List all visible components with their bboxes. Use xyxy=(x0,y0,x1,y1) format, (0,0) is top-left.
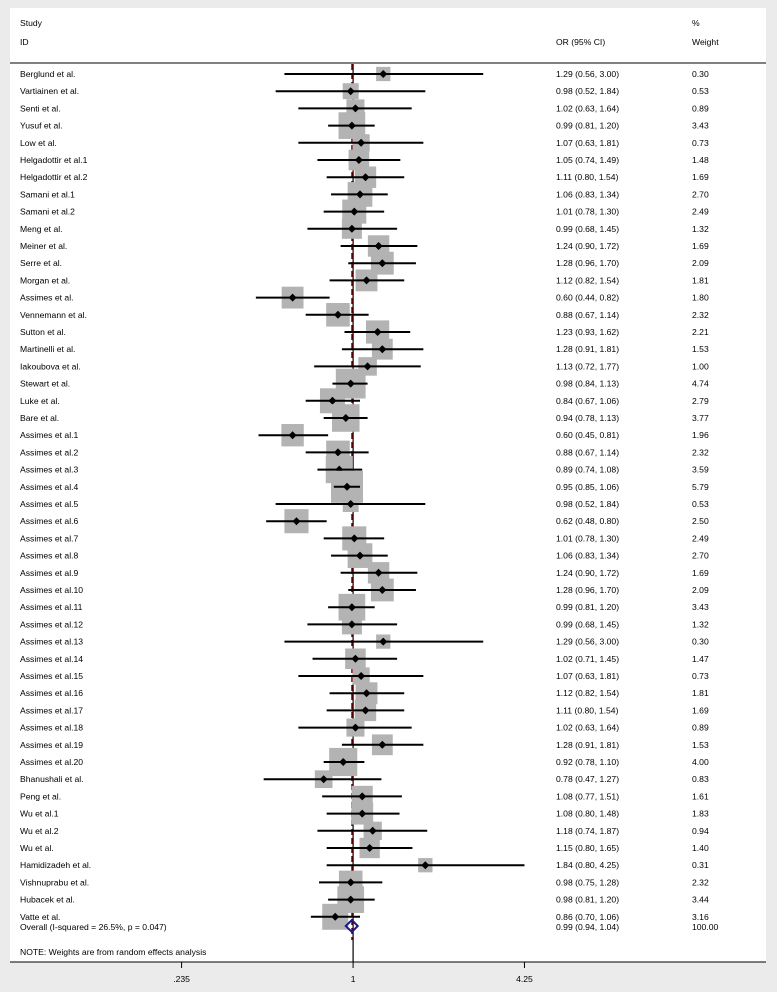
study-ci: 1.02 (0.63, 1.64) xyxy=(556,103,620,114)
study-label: Meiner et al. xyxy=(20,241,68,251)
study-weight: 1.81 xyxy=(692,688,709,699)
study-ci: 1.08 (0.77, 1.51) xyxy=(556,791,620,802)
study-ci: 1.28 (0.91, 1.81) xyxy=(556,739,620,750)
study-ci: 1.12 (0.82, 1.54) xyxy=(556,275,620,286)
study-weight: 3.16 xyxy=(692,911,709,922)
study-label: Assimes et al.19 xyxy=(20,739,84,750)
study-label: Assimes et al.14 xyxy=(20,653,84,664)
study-label: Martinelli et al. xyxy=(20,344,76,355)
study-ci: 0.92 (0.78, 1.10) xyxy=(556,757,620,767)
study-ci: 0.99 (0.68, 1.45) xyxy=(556,223,620,234)
study-weight: 1.96 xyxy=(692,430,709,441)
study-label: Samani et al.2 xyxy=(20,206,75,217)
header-weight: Weight xyxy=(692,37,719,47)
x-tick-label: .235 xyxy=(173,974,190,984)
study-ci: 1.28 (0.96, 1.70) xyxy=(556,585,620,595)
study-ci: 1.06 (0.83, 1.34) xyxy=(556,550,620,561)
study-weight: 3.77 xyxy=(692,413,709,423)
study-label: Hubacek et al. xyxy=(20,894,75,905)
study-label: Assimes et al.16 xyxy=(20,688,84,699)
study-label: Wu et al.2 xyxy=(20,825,59,836)
study-label: Assimes et al.13 xyxy=(20,636,84,647)
study-weight: 0.83 xyxy=(692,774,709,785)
study-label: Assimes et al.8 xyxy=(20,550,79,561)
study-label: Assimes et al.3 xyxy=(20,464,79,475)
study-ci: 1.02 (0.63, 1.64) xyxy=(556,722,620,733)
study-label: Vartiainen et al. xyxy=(20,86,80,97)
study-label: Iakoubova et al. xyxy=(20,361,81,372)
study-ci: 0.84 (0.67, 1.06) xyxy=(556,395,620,406)
study-ci: 0.99 (0.81, 1.20) xyxy=(556,120,620,131)
weights-note: NOTE: Weights are from random effects analysis xyxy=(20,947,207,957)
study-label: Assimes et al.20 xyxy=(20,757,84,767)
study-weight: 0.53 xyxy=(692,499,709,509)
study-label: Low et al. xyxy=(20,137,57,148)
study-ci: 1.06 (0.83, 1.34) xyxy=(556,189,620,200)
study-ci: 0.98 (0.84, 1.13) xyxy=(556,378,620,389)
study-weight: 3.59 xyxy=(692,464,709,475)
study-weight: 2.32 xyxy=(692,309,709,320)
x-tick-label: 4.25 xyxy=(516,974,533,984)
study-weight: 1.80 xyxy=(692,292,709,303)
study-ci: 0.86 (0.70, 1.06) xyxy=(556,911,620,922)
study-label: Helgadottir et al.2 xyxy=(20,172,88,183)
study-weight: 1.00 xyxy=(692,361,709,372)
study-weight: 4.00 xyxy=(692,757,709,767)
study-label: Hamidizadeh et al. xyxy=(20,860,92,871)
study-weight: 0.94 xyxy=(692,825,709,836)
study-weight: 1.48 xyxy=(692,155,709,165)
study-label: Peng et al. xyxy=(20,791,62,802)
study-label: Helgadottir et al.1 xyxy=(20,155,88,165)
study-ci: 1.18 (0.74, 1.87) xyxy=(556,825,620,836)
study-ci: 0.98 (0.52, 1.84) xyxy=(556,86,620,97)
study-weight: 2.09 xyxy=(692,258,709,269)
study-ci: 0.88 (0.67, 1.14) xyxy=(556,447,620,458)
x-tick-label: 1 xyxy=(350,974,356,984)
study-label: Assimes et al.4 xyxy=(20,481,79,492)
study-label: Stewart et al. xyxy=(20,378,71,389)
study-weight: 0.89 xyxy=(692,722,709,733)
study-ci: 0.99 (0.68, 1.45) xyxy=(556,619,620,630)
study-label: Vishnuprabu et al. xyxy=(20,877,90,888)
study-ci: 0.60 (0.45, 0.81) xyxy=(556,430,620,441)
study-label: Vatte et al. xyxy=(20,911,61,922)
study-label: Vennemann et al. xyxy=(20,309,87,320)
study-label: Samani et al.1 xyxy=(20,189,75,200)
overall-label: Overall (I-squared = 26.5%, p = 0.047) xyxy=(20,922,167,932)
study-ci: 0.98 (0.75, 1.28) xyxy=(556,877,620,888)
study-label: Bhanushali et al. xyxy=(20,774,84,785)
study-weight: 0.73 xyxy=(692,137,709,148)
study-label: Sutton et al. xyxy=(20,327,66,337)
study-weight: 3.44 xyxy=(692,894,709,905)
study-ci: 0.94 (0.78, 1.13) xyxy=(556,413,620,423)
study-ci: 1.28 (0.96, 1.70) xyxy=(556,258,620,269)
study-weight: 1.53 xyxy=(692,344,709,355)
study-ci: 0.99 (0.81, 1.20) xyxy=(556,602,620,613)
study-label: Wu et al. xyxy=(20,843,54,853)
study-ci: 1.23 (0.93, 1.62) xyxy=(556,327,620,337)
study-label: Assimes et al.5 xyxy=(20,499,79,509)
study-label: Serre et al. xyxy=(20,258,63,269)
study-label: Assimes et al.18 xyxy=(20,722,84,733)
study-ci: 0.95 (0.85, 1.06) xyxy=(556,481,620,492)
study-ci: 1.01 (0.78, 1.30) xyxy=(556,206,620,217)
study-label: Assimes et al. xyxy=(20,292,74,303)
study-weight: 1.69 xyxy=(692,705,709,716)
study-weight: 0.89 xyxy=(692,103,709,114)
study-weight: 1.47 xyxy=(692,653,709,664)
study-label: Assimes et al.10 xyxy=(20,585,84,595)
study-ci: 1.29 (0.56, 3.00) xyxy=(556,69,620,79)
study-ci: 1.08 (0.80, 1.48) xyxy=(556,808,620,819)
study-label: Assimes et al.6 xyxy=(20,516,79,527)
study-label: Berglund et al. xyxy=(20,69,76,79)
study-ci: 1.05 (0.74, 1.49) xyxy=(556,155,620,165)
study-ci: 1.24 (0.90, 1.72) xyxy=(556,241,620,251)
study-ci: 1.02 (0.71, 1.45) xyxy=(556,653,620,664)
study-weight: 1.69 xyxy=(692,241,709,251)
study-weight: 2.32 xyxy=(692,447,709,458)
study-weight: 2.70 xyxy=(692,550,709,561)
study-weight: 1.81 xyxy=(692,275,709,286)
study-weight: 5.79 xyxy=(692,481,709,492)
study-ci: 1.84 (0.80, 4.25) xyxy=(556,860,620,871)
header-study: Study xyxy=(20,18,42,28)
study-weight: 2.49 xyxy=(692,206,709,217)
study-weight: 2.49 xyxy=(692,533,709,544)
study-ci: 0.88 (0.67, 1.14) xyxy=(556,309,620,320)
study-weight: 0.30 xyxy=(692,636,709,647)
study-ci: 1.12 (0.82, 1.54) xyxy=(556,688,620,699)
study-ci: 1.07 (0.63, 1.81) xyxy=(556,671,620,681)
header-or: OR (95% CI) xyxy=(556,37,606,47)
study-label: Morgan et al. xyxy=(20,275,71,286)
study-weight: 2.70 xyxy=(692,189,709,200)
study-weight: 1.69 xyxy=(692,172,709,183)
study-label: Assimes et al.12 xyxy=(20,619,84,630)
study-weight: 2.09 xyxy=(692,585,709,595)
study-ci: 0.60 (0.44, 0.82) xyxy=(556,292,620,303)
study-label: Meng et al. xyxy=(20,223,63,234)
study-ci: 1.11 (0.80, 1.54) xyxy=(556,705,619,716)
study-label: Yusuf et al. xyxy=(20,120,63,131)
study-weight: 1.53 xyxy=(692,739,709,750)
study-ci: 1.07 (0.63, 1.81) xyxy=(556,137,620,148)
study-weight: 1.32 xyxy=(692,619,709,630)
study-weight: 0.73 xyxy=(692,671,709,681)
study-ci: 1.24 (0.90, 1.72) xyxy=(556,567,620,578)
plot-area xyxy=(10,8,766,962)
study-label: Assimes et al.15 xyxy=(20,671,84,681)
study-label: Luke et al. xyxy=(20,395,60,406)
study-ci: 1.13 (0.72, 1.77) xyxy=(556,361,620,372)
study-ci: 0.62 (0.48, 0.80) xyxy=(556,516,620,527)
study-ci: 1.01 (0.78, 1.30) xyxy=(556,533,620,544)
study-label: Bare et al. xyxy=(20,413,60,423)
study-weight: 0.30 xyxy=(692,69,709,79)
study-weight: 1.69 xyxy=(692,567,709,578)
study-ci: 1.15 (0.80, 1.65) xyxy=(556,843,620,853)
study-weight: 1.83 xyxy=(692,808,709,819)
study-label: Assimes et al.2 xyxy=(20,447,79,458)
study-ci: 0.78 (0.47, 1.27) xyxy=(556,774,620,785)
study-label: Assimes et al.17 xyxy=(20,705,84,716)
study-ci: 1.28 (0.91, 1.81) xyxy=(556,344,620,355)
study-ci: 0.98 (0.52, 1.84) xyxy=(556,499,620,509)
study-label: Assimes et al.1 xyxy=(20,430,79,441)
study-weight: 3.43 xyxy=(692,120,709,131)
study-label: Assimes et al.7 xyxy=(20,533,79,544)
study-label: Assimes et al.11 xyxy=(20,602,83,613)
study-label: Assimes et al.9 xyxy=(20,567,79,578)
study-ci: 1.29 (0.56, 3.00) xyxy=(556,636,620,647)
study-label: Wu et al.1 xyxy=(20,808,59,819)
study-ci: 0.89 (0.74, 1.08) xyxy=(556,464,620,475)
study-weight: 1.32 xyxy=(692,223,709,234)
study-weight: 4.74 xyxy=(692,378,709,389)
study-ci: 1.11 (0.80, 1.54) xyxy=(556,172,619,183)
study-weight: 0.31 xyxy=(692,860,709,871)
study-weight: 2.50 xyxy=(692,516,709,527)
study-weight: 1.40 xyxy=(692,843,709,853)
study-weight: 2.21 xyxy=(692,327,709,337)
overall-ci: 0.99 (0.94, 1.04) xyxy=(556,922,620,932)
overall-weight: 100.00 xyxy=(692,922,719,932)
study-weight: 2.79 xyxy=(692,395,709,406)
study-weight: 2.32 xyxy=(692,877,709,888)
study-weight: 0.53 xyxy=(692,86,709,97)
study-weight: 3.43 xyxy=(692,602,709,613)
study-label: Senti et al. xyxy=(20,103,61,114)
study-weight: 1.61 xyxy=(692,791,709,802)
header-id: ID xyxy=(20,37,29,47)
header-percent: % xyxy=(692,18,700,28)
study-ci: 0.98 (0.81, 1.20) xyxy=(556,894,620,905)
